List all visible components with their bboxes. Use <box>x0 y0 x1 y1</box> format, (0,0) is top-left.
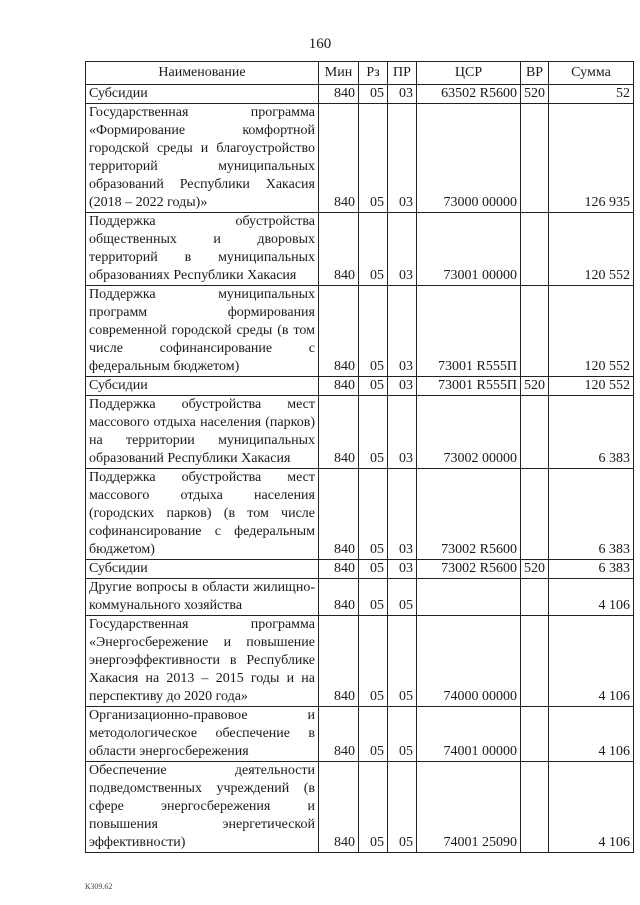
cell-min: 840 <box>319 707 359 762</box>
cell-name: Поддержка обустройства мест массового отдыха населения (городских парков) (в том числе софинансирование с федеральным бюджетом) <box>86 469 319 560</box>
cell-sum: 4 106 <box>549 579 634 616</box>
table-row <box>86 616 634 707</box>
cell-csr <box>417 579 521 616</box>
cell-pr: 03 <box>388 469 417 560</box>
cell-vr <box>521 616 549 707</box>
cell-rz: 05 <box>359 707 388 762</box>
table-row <box>86 707 634 762</box>
cell-sum: 6 383 <box>549 469 634 560</box>
cell-csr: 73001 R555П <box>417 286 521 377</box>
cell-sum: 120 552 <box>549 377 634 396</box>
cell-pr: 03 <box>388 286 417 377</box>
table-row <box>86 560 634 579</box>
cell-csr: 74000 00000 <box>417 616 521 707</box>
cell-csr: 74001 25090 <box>417 762 521 853</box>
cell-pr: 03 <box>388 213 417 286</box>
cell-rz: 05 <box>359 286 388 377</box>
header-sum: Сумма <box>549 62 634 85</box>
cell-min: 840 <box>319 104 359 213</box>
table-row <box>86 469 634 560</box>
cell-min: 840 <box>319 469 359 560</box>
cell-name: Государственная программа «Формирование комфортной городской среды и благоустройство территорий муниципальных образований Республики Хакасия (2018 – 2022 годы)» <box>86 104 319 213</box>
cell-rz: 05 <box>359 469 388 560</box>
cell-csr: 74001 00000 <box>417 707 521 762</box>
header-vr: ВР <box>521 62 549 85</box>
header-rz: Рз <box>359 62 388 85</box>
cell-name: Другие вопросы в области жилищно-коммунального хозяйства <box>86 579 319 616</box>
cell-pr: 03 <box>388 377 417 396</box>
cell-csr: 73000 00000 <box>417 104 521 213</box>
table-row <box>86 85 634 104</box>
cell-rz: 05 <box>359 377 388 396</box>
cell-rz: 05 <box>359 104 388 213</box>
cell-vr <box>521 213 549 286</box>
budget-table <box>85 61 634 853</box>
cell-rz: 05 <box>359 396 388 469</box>
cell-csr: 73002 R5600 <box>417 469 521 560</box>
footer-code: К309.62 <box>85 882 113 891</box>
table-row <box>86 377 634 396</box>
cell-vr <box>521 579 549 616</box>
cell-sum: 4 106 <box>549 616 634 707</box>
cell-pr: 03 <box>388 85 417 104</box>
cell-rz: 05 <box>359 85 388 104</box>
cell-vr: 520 <box>521 560 549 579</box>
cell-vr <box>521 396 549 469</box>
cell-sum: 6 383 <box>549 396 634 469</box>
cell-rz: 05 <box>359 560 388 579</box>
header-pr: ПР <box>388 62 417 85</box>
cell-vr <box>521 707 549 762</box>
cell-vr <box>521 762 549 853</box>
cell-min: 840 <box>319 579 359 616</box>
table-row <box>86 579 634 616</box>
cell-sum: 52 <box>549 85 634 104</box>
cell-vr <box>521 104 549 213</box>
cell-sum: 4 106 <box>549 762 634 853</box>
cell-rz: 05 <box>359 616 388 707</box>
cell-pr: 03 <box>388 104 417 213</box>
table-row <box>86 762 634 853</box>
cell-vr <box>521 286 549 377</box>
cell-min: 840 <box>319 396 359 469</box>
table-row <box>86 104 634 213</box>
cell-name: Поддержка обустройства общественных и дворовых территорий в муниципальных образованиях Республики Хакасия <box>86 213 319 286</box>
cell-min: 840 <box>319 85 359 104</box>
header-name: Наименование <box>86 62 319 85</box>
cell-min: 840 <box>319 286 359 377</box>
cell-sum: 126 935 <box>549 104 634 213</box>
cell-csr: 73001 R555П <box>417 377 521 396</box>
cell-pr: 03 <box>388 560 417 579</box>
cell-name: Субсидии <box>86 560 319 579</box>
cell-name: Поддержка обустройства мест массового отдыха населения (парков) на территории муниципальных образований Республики Хакасия <box>86 396 319 469</box>
cell-rz: 05 <box>359 213 388 286</box>
cell-pr: 05 <box>388 707 417 762</box>
cell-pr: 05 <box>388 616 417 707</box>
table-row <box>86 286 634 377</box>
cell-sum: 4 106 <box>549 707 634 762</box>
cell-pr: 05 <box>388 762 417 853</box>
cell-name: Государственная программа «Энергосбережение и повышение энергоэффективности в Республике Хакасия на 2013 – 2015 годы и на перспективу до 2020 года» <box>86 616 319 707</box>
cell-csr: 63502 R5600 <box>417 85 521 104</box>
header-csr: ЦСР <box>417 62 521 85</box>
cell-min: 840 <box>319 762 359 853</box>
header-min: Мин <box>319 62 359 85</box>
cell-min: 840 <box>319 213 359 286</box>
cell-name: Организационно-правовое и методологическое обеспечение в области энергосбережения <box>86 707 319 762</box>
cell-min: 840 <box>319 560 359 579</box>
cell-pr: 03 <box>388 396 417 469</box>
cell-csr: 73002 R5600 <box>417 560 521 579</box>
cell-sum: 120 552 <box>549 213 634 286</box>
cell-name: Поддержка муниципальных программ формирования современной городской среды (в том числе софинансирование с федеральным бюджетом) <box>86 286 319 377</box>
cell-name: Субсидии <box>86 85 319 104</box>
cell-name: Обеспечение деятельности подведомственных учреждений (в сфере энергосбережения и повышения энергетической эффективности) <box>86 762 319 853</box>
cell-sum: 120 552 <box>549 286 634 377</box>
cell-csr: 73001 00000 <box>417 213 521 286</box>
page-number: 160 <box>308 36 332 52</box>
cell-rz: 05 <box>359 762 388 853</box>
table-row <box>86 213 634 286</box>
cell-csr: 73002 00000 <box>417 396 521 469</box>
cell-sum: 6 383 <box>549 560 634 579</box>
cell-vr: 520 <box>521 377 549 396</box>
cell-rz: 05 <box>359 579 388 616</box>
cell-name: Субсидии <box>86 377 319 396</box>
cell-vr <box>521 469 549 560</box>
cell-pr: 05 <box>388 579 417 616</box>
cell-vr: 520 <box>521 85 549 104</box>
cell-min: 840 <box>319 377 359 396</box>
cell-min: 840 <box>319 616 359 707</box>
table-header-row <box>86 62 634 85</box>
table-row <box>86 396 634 469</box>
